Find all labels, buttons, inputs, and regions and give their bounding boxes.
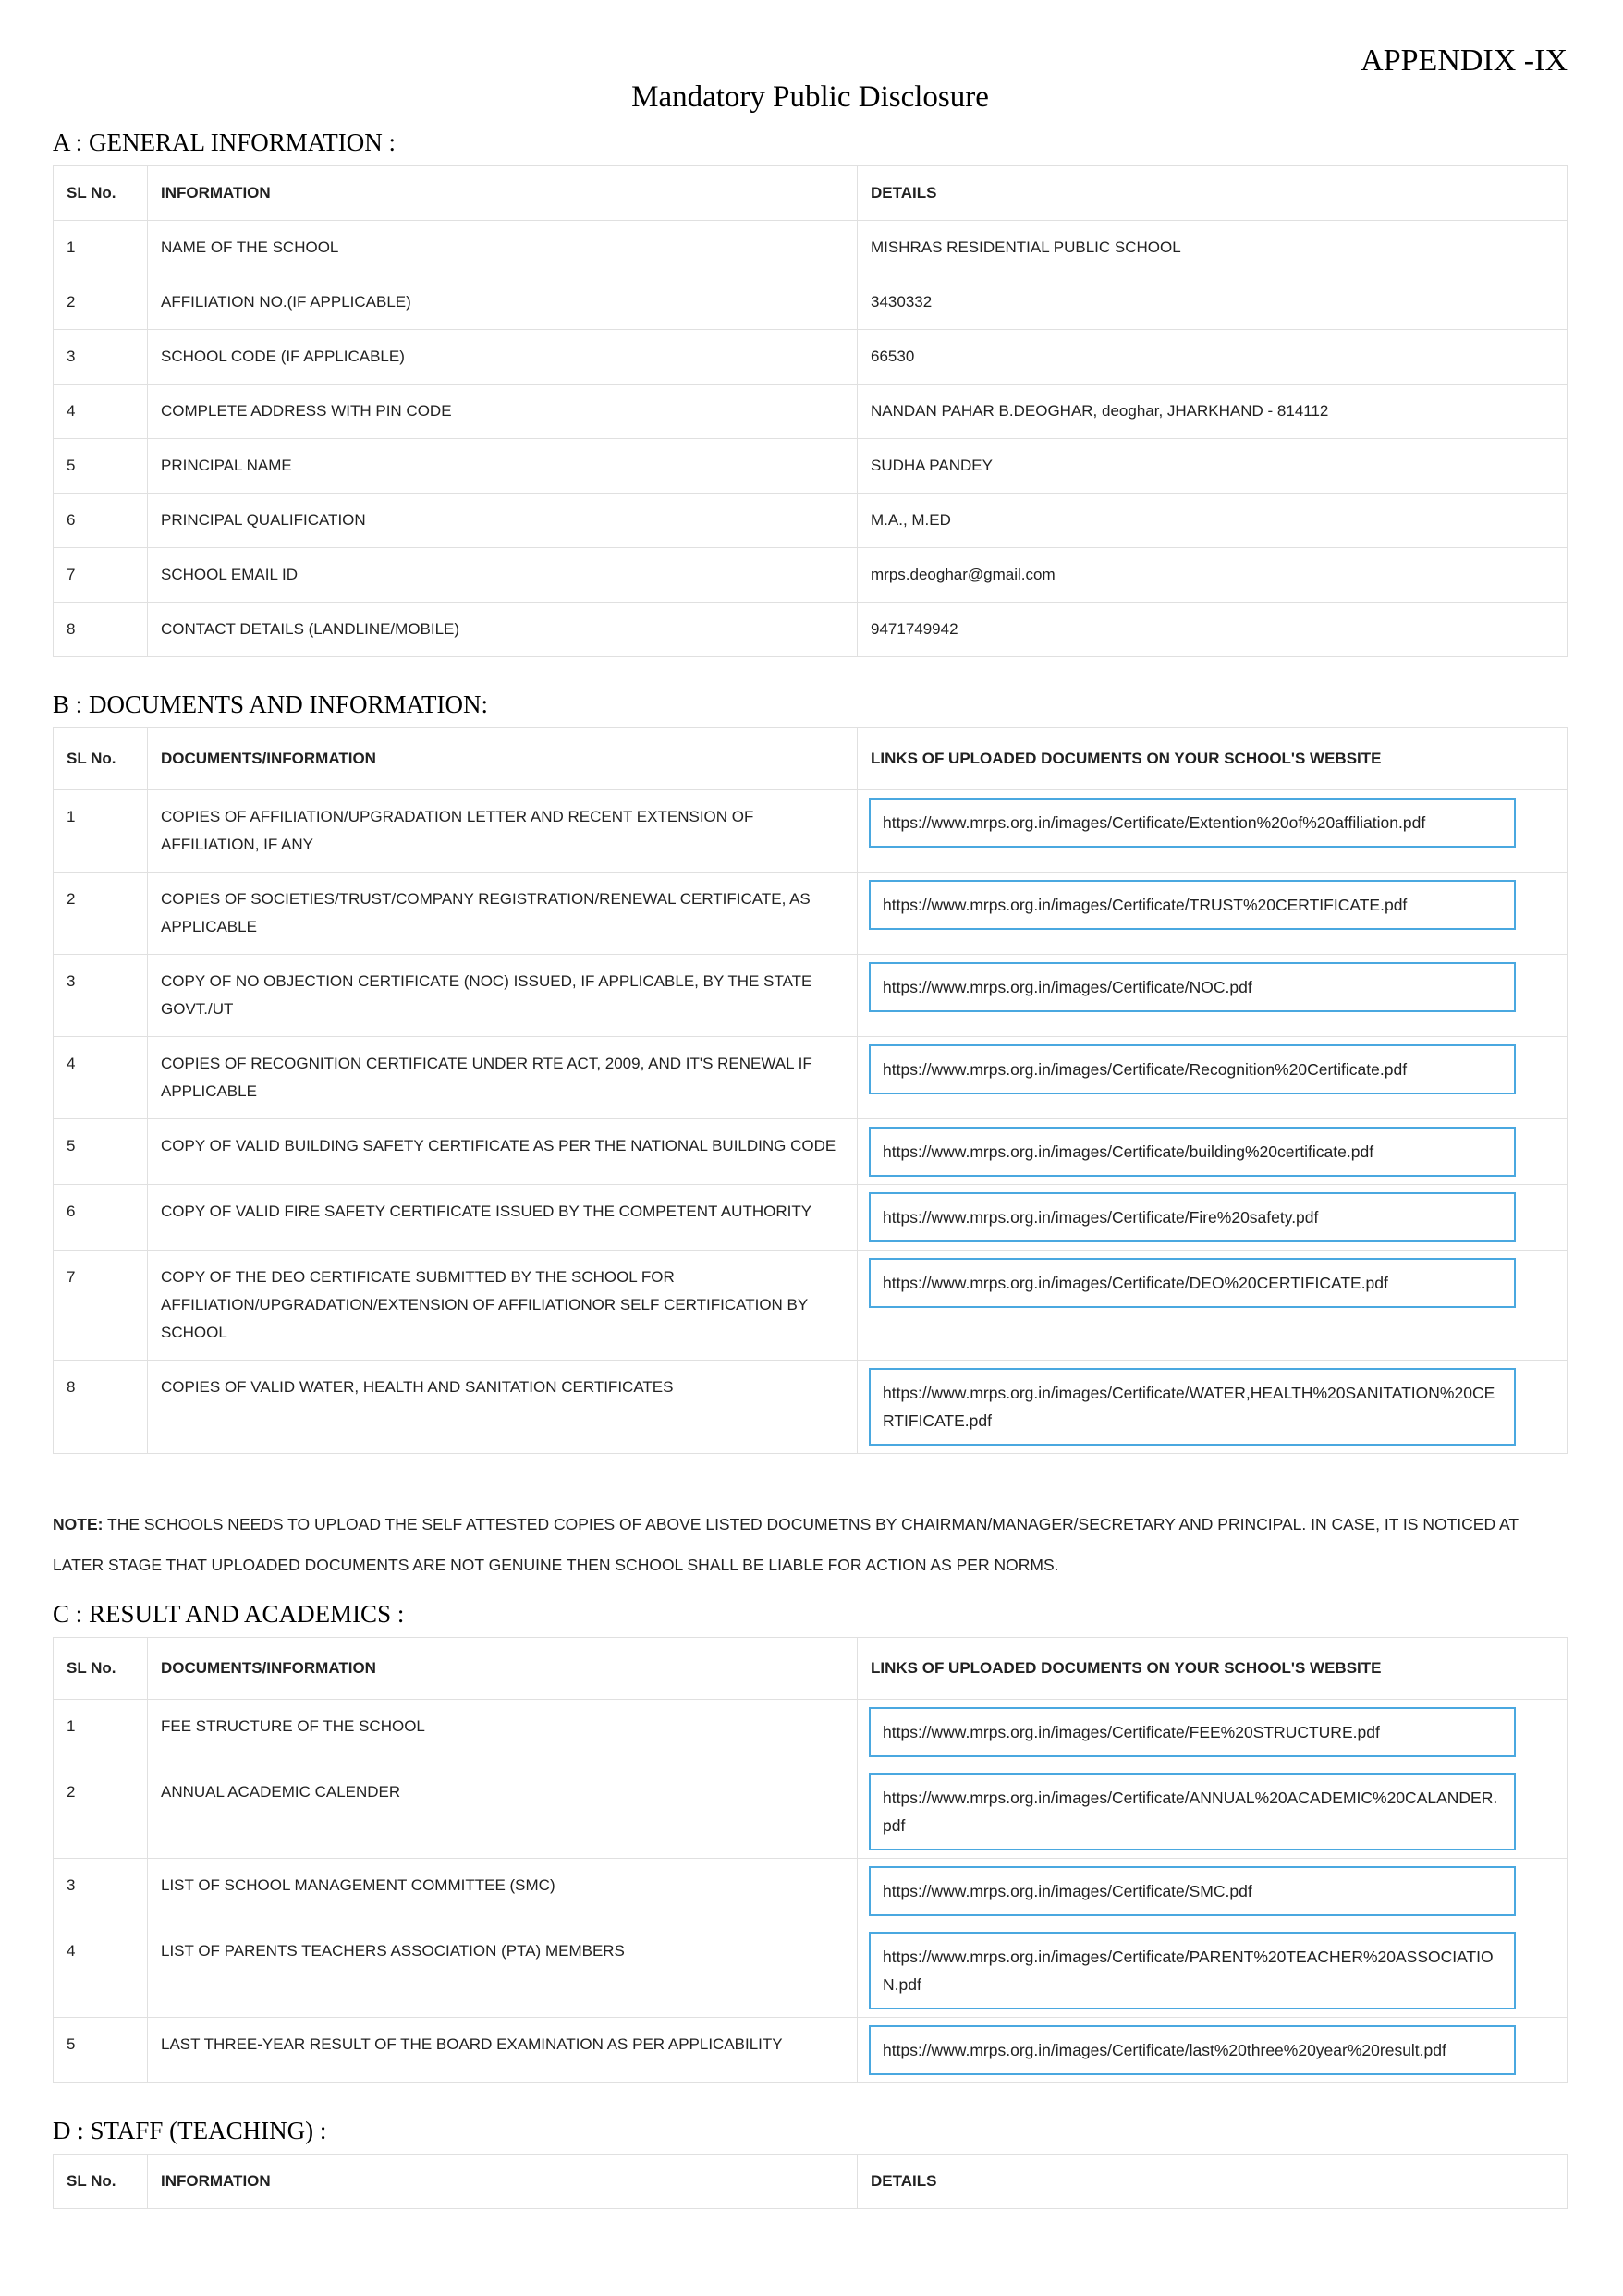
- table-row: [54, 1185, 1568, 1251]
- details-cell: M.A., M.ED: [858, 494, 1568, 548]
- table-row: [54, 1037, 1568, 1119]
- link-cell: [858, 2018, 1568, 2083]
- document-link-box[interactable]: https://www.mrps.org.in/images/Certificate/WATER,HEALTH%20SANITATION%20CERTIFICATE.pdf: [869, 1368, 1516, 1446]
- document-link-box[interactable]: https://www.mrps.org.in/images/Certificate/DEO%20CERTIFICATE.pdf: [869, 1258, 1516, 1308]
- sl-no-cell: 8: [54, 603, 148, 657]
- document-link-box[interactable]: https://www.mrps.org.in/images/Certificate/FEE%20STRUCTURE.pdf: [869, 1707, 1516, 1757]
- table-row: [54, 790, 1568, 873]
- sl-no-cell: 5: [54, 1119, 148, 1185]
- link-cell: [858, 1859, 1568, 1924]
- table-row: [54, 1251, 1568, 1361]
- information-cell: SCHOOL CODE (IF APPLICABLE): [148, 330, 858, 385]
- documents-information-cell: COPY OF VALID BUILDING SAFETY CERTIFICATE AS PER THE NATIONAL BUILDING CODE: [148, 1119, 858, 1185]
- sl-no-cell: 1: [54, 221, 148, 275]
- documents-information-cell: COPIES OF AFFILIATION/UPGRADATION LETTER AND RECENT EXTENSION OF AFFILIATION, IF ANY: [148, 790, 858, 873]
- table-row: [54, 548, 1568, 603]
- details-cell: mrps.deoghar@gmail.com: [858, 548, 1568, 603]
- col-header-sl-no: SL No.: [54, 2155, 148, 2209]
- staff-teaching-table: [53, 2154, 1568, 2209]
- details-cell: 9471749942: [858, 603, 1568, 657]
- section-d-heading: D : STAFF (TEACHING) :: [53, 2117, 327, 2145]
- appendix-label: APPENDIX -IX: [1361, 43, 1568, 78]
- col-header-details: DETAILS: [858, 2155, 1568, 2209]
- details-cell: MISHRAS RESIDENTIAL PUBLIC SCHOOL: [858, 221, 1568, 275]
- sl-no-cell: 3: [54, 1859, 148, 1924]
- documents-information-table: [53, 727, 1568, 1454]
- table-header-row: [54, 728, 1568, 790]
- table-header-row: [54, 1638, 1568, 1700]
- sl-no-cell: 3: [54, 330, 148, 385]
- col-header-links: LINKS OF UPLOADED DOCUMENTS ON YOUR SCHOOL'S WEBSITE: [858, 1638, 1568, 1700]
- information-cell: SCHOOL EMAIL ID: [148, 548, 858, 603]
- documents-information-cell: LAST THREE-YEAR RESULT OF THE BOARD EXAMINATION AS PER APPLICABILITY: [148, 2018, 858, 2083]
- link-cell: [858, 1185, 1568, 1251]
- table-header-row: [54, 166, 1568, 221]
- col-header-information: INFORMATION: [148, 2155, 858, 2209]
- documents-information-cell: COPY OF THE DEO CERTIFICATE SUBMITTED BY THE SCHOOL FOR AFFILIATION/UPGRADATION/EXTENSION OF AFFILIATIONOR SELF CERTIFICATION BY SCHOOL: [148, 1251, 858, 1361]
- table-row: [54, 1361, 1568, 1454]
- document-link-box[interactable]: https://www.mrps.org.in/images/Certificate/SMC.pdf: [869, 1866, 1516, 1916]
- documents-information-cell: ANNUAL ACADEMIC CALENDER: [148, 1765, 858, 1859]
- col-header-details: DETAILS: [858, 166, 1568, 221]
- information-cell: PRINCIPAL QUALIFICATION: [148, 494, 858, 548]
- sl-no-cell: 8: [54, 1361, 148, 1454]
- col-header-sl-no: SL No.: [54, 166, 148, 221]
- documents-information-cell: FEE STRUCTURE OF THE SCHOOL: [148, 1700, 858, 1765]
- table-row: [54, 873, 1568, 955]
- table-header-row: [54, 2155, 1568, 2209]
- col-header-documents-information: DOCUMENTS/INFORMATION: [148, 1638, 858, 1700]
- table-row: [54, 603, 1568, 657]
- link-cell: [858, 1700, 1568, 1765]
- documents-information-cell: COPIES OF VALID WATER, HEALTH AND SANITATION CERTIFICATES: [148, 1361, 858, 1454]
- sl-no-cell: 7: [54, 1251, 148, 1361]
- link-cell: [858, 955, 1568, 1037]
- information-cell: COMPLETE ADDRESS WITH PIN CODE: [148, 385, 858, 439]
- col-header-documents-information: DOCUMENTS/INFORMATION: [148, 728, 858, 790]
- document-link-box[interactable]: https://www.mrps.org.in/images/Certificate/Extention%20of%20affiliation.pdf: [869, 798, 1516, 848]
- sl-no-cell: 3: [54, 955, 148, 1037]
- section-b-heading: B : DOCUMENTS AND INFORMATION:: [53, 690, 489, 719]
- table-row: [54, 1119, 1568, 1185]
- link-cell: [858, 1119, 1568, 1185]
- table-row: [54, 385, 1568, 439]
- document-link-box[interactable]: https://www.mrps.org.in/images/Certificate/last%20three%20year%20result.pdf: [869, 2025, 1516, 2075]
- information-cell: CONTACT DETAILS (LANDLINE/MOBILE): [148, 603, 858, 657]
- col-header-information: INFORMATION: [148, 166, 858, 221]
- document-link-box[interactable]: https://www.mrps.org.in/images/Certificate/NOC.pdf: [869, 962, 1516, 1012]
- sl-no-cell: 2: [54, 275, 148, 330]
- information-cell: NAME OF THE SCHOOL: [148, 221, 858, 275]
- document-link-box[interactable]: https://www.mrps.org.in/images/Certificate/TRUST%20CERTIFICATE.pdf: [869, 880, 1516, 930]
- details-cell: 66530: [858, 330, 1568, 385]
- sl-no-cell: 7: [54, 548, 148, 603]
- sl-no-cell: 2: [54, 1765, 148, 1859]
- document-link-box[interactable]: https://www.mrps.org.in/images/Certificate/Fire%20safety.pdf: [869, 1192, 1516, 1242]
- documents-information-cell: LIST OF SCHOOL MANAGEMENT COMMITTEE (SMC): [148, 1859, 858, 1924]
- documents-information-cell: LIST OF PARENTS TEACHERS ASSOCIATION (PTA) MEMBERS: [148, 1924, 858, 2018]
- details-cell: SUDHA PANDEY: [858, 439, 1568, 494]
- link-cell: [858, 790, 1568, 873]
- details-cell: 3430332: [858, 275, 1568, 330]
- document-link-box[interactable]: https://www.mrps.org.in/images/Certificate/building%20certificate.pdf: [869, 1127, 1516, 1177]
- sl-no-cell: 4: [54, 1037, 148, 1119]
- link-cell: [858, 873, 1568, 955]
- table-row: [54, 494, 1568, 548]
- col-header-links: LINKS OF UPLOADED DOCUMENTS ON YOUR SCHOOL'S WEBSITE: [858, 728, 1568, 790]
- table-row: [54, 1924, 1568, 2018]
- link-cell: [858, 1765, 1568, 1859]
- link-cell: [858, 1251, 1568, 1361]
- link-cell: [858, 1924, 1568, 2018]
- sl-no-cell: 6: [54, 494, 148, 548]
- sl-no-cell: 4: [54, 385, 148, 439]
- table-row: [54, 1700, 1568, 1765]
- sl-no-cell: 6: [54, 1185, 148, 1251]
- section-c-heading: C : RESULT AND ACADEMICS :: [53, 1600, 405, 1629]
- table-row: [54, 275, 1568, 330]
- documents-information-cell: COPY OF NO OBJECTION CERTIFICATE (NOC) ISSUED, IF APPLICABLE, BY THE STATE GOVT./UT: [148, 955, 858, 1037]
- details-cell: NANDAN PAHAR B.DEOGHAR, deoghar, JHARKHAND - 814112: [858, 385, 1568, 439]
- information-cell: AFFILIATION NO.(IF APPLICABLE): [148, 275, 858, 330]
- link-cell: [858, 1037, 1568, 1119]
- documents-information-cell: COPIES OF SOCIETIES/TRUST/COMPANY REGISTRATION/RENEWAL CERTIFICATE, AS APPLICABLE: [148, 873, 858, 955]
- sl-no-cell: 2: [54, 873, 148, 955]
- document-link-box[interactable]: https://www.mrps.org.in/images/Certificate/Recognition%20Certificate.pdf: [869, 1044, 1516, 1094]
- sl-no-cell: 1: [54, 1700, 148, 1765]
- general-information-table: [53, 165, 1568, 657]
- table-row: [54, 1859, 1568, 1924]
- note-text: THE SCHOOLS NEEDS TO UPLOAD THE SELF ATTESTED COPIES OF ABOVE LISTED DOCUMETNS BY CHAIRMAN/MANAGER/SECRETARY AND PRINCIPAL. IN CASE, IT IS NOTICED AT LATER STAGE THAT UPLOADED DOCUMENTS ARE NOT GENUINE THEN SCHOOL SHALL BE LIABLE FOR ACTION AS PER NORMS.: [53, 1515, 1519, 1575]
- col-header-sl-no: SL No.: [54, 728, 148, 790]
- sl-no-cell: 5: [54, 2018, 148, 2083]
- table-row: [54, 221, 1568, 275]
- sl-no-cell: 4: [54, 1924, 148, 2018]
- table-row: [54, 330, 1568, 385]
- table-row: [54, 439, 1568, 494]
- col-header-sl-no: SL No.: [54, 1638, 148, 1700]
- table-row: [54, 1765, 1568, 1859]
- table-row: [54, 2018, 1568, 2083]
- note-paragraph: [53, 1504, 1568, 1585]
- documents-information-cell: COPIES OF RECOGNITION CERTIFICATE UNDER RTE ACT, 2009, AND IT'S RENEWAL IF APPLICABLE: [148, 1037, 858, 1119]
- information-cell: PRINCIPAL NAME: [148, 439, 858, 494]
- page-title: Mandatory Public Disclosure: [631, 80, 989, 115]
- document-link-box[interactable]: https://www.mrps.org.in/images/Certificate/PARENT%20TEACHER%20ASSOCIATION.pdf: [869, 1932, 1516, 2009]
- documents-information-cell: COPY OF VALID FIRE SAFETY CERTIFICATE ISSUED BY THE COMPETENT AUTHORITY: [148, 1185, 858, 1251]
- note-label: NOTE:: [53, 1515, 104, 1534]
- sl-no-cell: 1: [54, 790, 148, 873]
- sl-no-cell: 5: [54, 439, 148, 494]
- section-a-heading: A : GENERAL INFORMATION :: [53, 128, 396, 157]
- table-row: [54, 955, 1568, 1037]
- link-cell: [858, 1361, 1568, 1454]
- document-link-box[interactable]: https://www.mrps.org.in/images/Certificate/ANNUAL%20ACADEMIC%20CALANDER.pdf: [869, 1773, 1516, 1850]
- result-academics-table: [53, 1637, 1568, 2083]
